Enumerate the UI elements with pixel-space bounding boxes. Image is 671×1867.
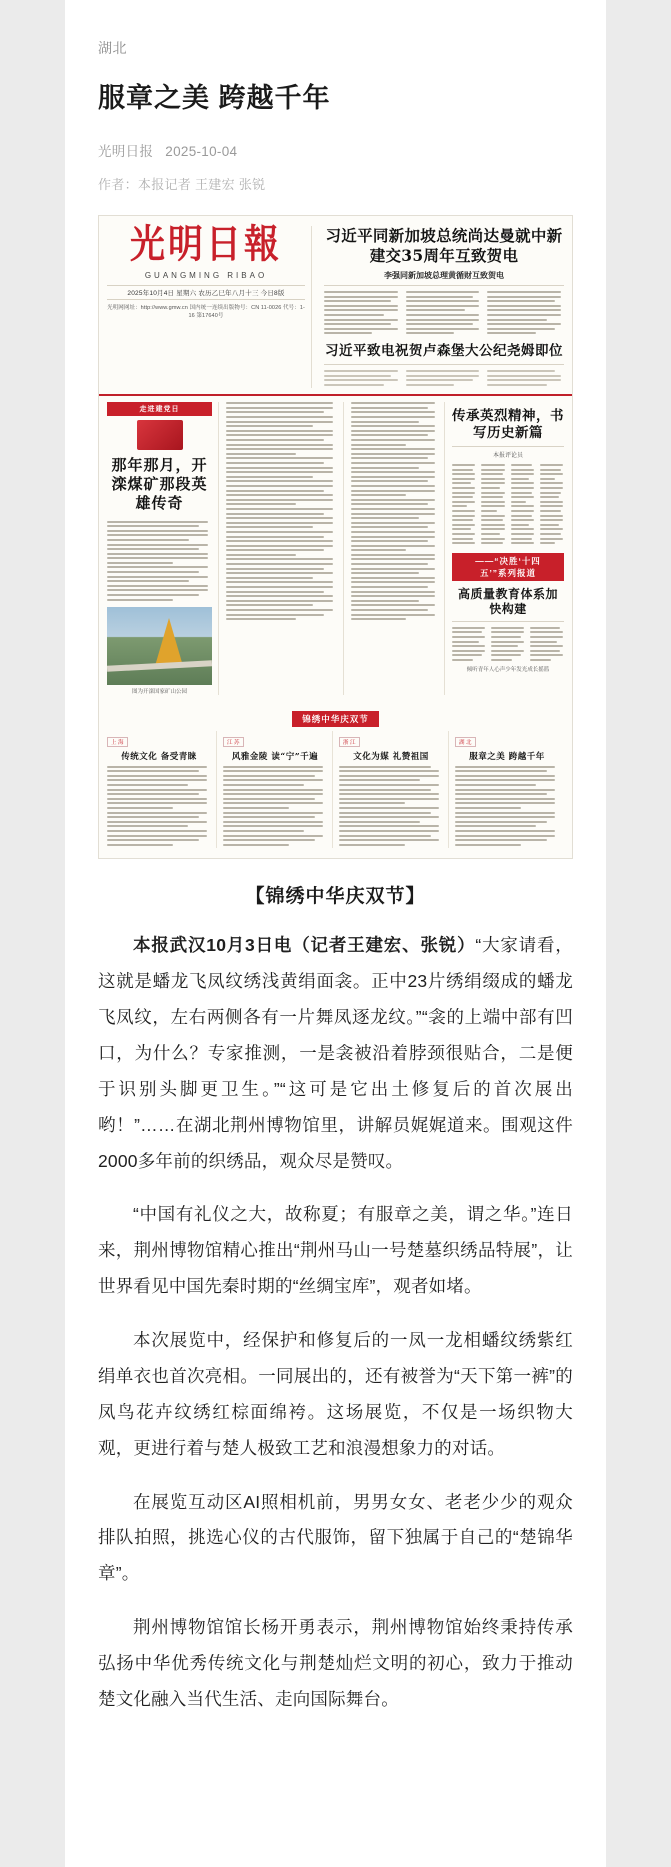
article-paragraph: 本次展览中，经保护和修复后的一凤一龙相蟠纹绣紫红绢单衣也首次亮相。一同展出的，还有被誉为“天下第一裤”的凤鸟花卉纹绣红棕面绵袴。这场展览，不仅是一场织物大观，更进行着与楚人极致工艺和浪漫想象力的对话。 [98,1330,573,1458]
left-column-text [107,521,212,601]
article-sheet [65,0,606,1867]
page-title: 服章之美 跨越千年 [98,83,331,113]
section-label: 【锦绣中华庆双节】 [245,886,426,908]
strip-item [107,731,217,849]
photo-caption: 图为开滦国家矿山公园 [131,688,187,695]
strip-item-head: 文化为媒 礼赞祖国 [353,751,429,762]
masthead-dateline: 2025年10月4日 星期六 农历乙巳年八月十三 今日8版 [107,285,305,300]
article-paragraph: 荆州博物馆馆长杨开勇表示，荆州博物馆始终秉持传承弘扬中华优秀传统文化与荆楚灿烂文明的初心，致力于推动楚文化融入当代生活、走向国际舞台。 [98,1617,573,1709]
strip-item [223,731,333,849]
article-paragraph: “中国有礼仪之大，故称夏；有服章之美，谓之华。”连日来，荆州博物馆精心推出“荆州马山一号楚墓织绣品特展”，让世界看见中国先秦时期的“丝绸宝库”，观者如堵。 [98,1204,573,1297]
third-subhead: 本报评论员 [492,453,523,460]
second-column [487,370,564,388]
masthead-title: 光明日報 [129,221,282,268]
article-paragraph [98,928,573,1179]
newspaper-column-3 [351,402,445,694]
fourth-column [491,627,525,664]
masthead-webline: 光明网网址：http://www.gmw.cn 国内统一连续出版物号：CN 11-0026 代号：1-16 第1764​0号 [107,304,305,319]
newspaper-bottom-strip [99,731,572,859]
strip-item-tag: 湖 北 [455,737,476,747]
lead-subhead: 李强同新加坡总理黄循财互致贺电 [324,270,564,286]
strip-item-tag: 江 苏 [223,737,244,747]
second-headline: 习近平致电祝贺卢森堡大公纪尧姆即位 [324,343,564,365]
third-column [511,464,535,547]
byline [98,140,573,160]
second-column [406,370,483,388]
banner-stamp-graphic [137,420,183,450]
fourth-column [530,627,564,664]
author-label: 作者：本报记者 王建宏 张锐 [98,177,266,193]
strip-banner-label: 锦绣中华庆双节 [292,711,379,727]
newspaper-top-band [99,216,572,396]
second-column [324,370,401,388]
third-column [540,464,564,547]
publish-date: 2025-10-04 [165,144,238,160]
lead-headline: 习近平同新加坡总统尚达曼就中新建交35周年互致贺电 [325,226,563,266]
lead-column [487,291,564,337]
lead-columns [324,291,564,337]
newspaper-front-page-image [98,215,573,859]
fourth-columns [452,627,564,664]
article-kicker: 湖北 [98,40,127,56]
newspaper-column-2 [226,402,344,694]
strip-item-tag: 上 海 [107,737,128,747]
strip-item [455,731,564,849]
fourth-subhead: ——“决胜‘十四五’”系列报道 [452,553,564,581]
third-columns [452,464,564,547]
mine-tower-graphic [155,618,183,666]
left-banner: 走进建党日 [107,402,212,416]
newspaper-masthead [107,221,312,388]
strip-item-head: 风雅金陵 读“宁”千遍 [231,751,319,762]
newspaper-left-column [107,402,219,694]
strip-item [339,731,449,849]
newspaper-lead-story [320,226,564,388]
dateline-lead: 本报武汉10月3日电（记者王建宏、张锐） [133,935,476,956]
lead-column [406,291,483,337]
fourth-kicker-banner [452,553,564,581]
masthead-pinyin: GUANGMING RIBAO [144,270,268,280]
newspaper-photo [107,607,212,685]
newspaper-main-body [99,396,572,702]
newspaper-right-section [452,402,564,694]
third-headline: 传承英烈精神，书写历史新篇 [452,408,564,447]
third-column [481,464,505,547]
strip-banner [99,709,572,727]
strip-item-head: 服章之美 跨越千年 [469,751,545,762]
source-label: 光明日报 [98,144,154,160]
second-columns [324,370,564,388]
strip-item-tag: 浙 江 [339,737,360,747]
fourth-column [452,627,486,664]
lead-column [324,291,401,337]
third-column [452,464,476,547]
fourth-headline: 高质量教育体系加快构建 [452,587,564,622]
strip-item-head: 传统文化 备受青睐 [121,751,197,762]
fourth-caption: 倾听青年人心声少年发光成长摇篮 [466,667,550,674]
paragraph-text: “大家请看，这就是蟠龙飞凤纹绣浅黄绢面衾。正中23片绣绢缀成的蟠龙飞凤纹，左右两侧各有一片舞凤逐龙纹。”“衾的上端中部有凹口，为什么？专家推测，一是衾被沿着脖颈很贴合，二是便于识别头脚更卫生。”“这可是它出土修复后的首次展出哟！”……在湖北荆州博物馆里，讲解员娓娓道来。围观这件2000多年前的织绣品，观众尽是赞叹。 [98,935,573,1171]
article-paragraph: 在展览互动区AI照相机前，男男女女、老老少少的观众排队拍照，挑选心仪的古代服饰，留下独属于自己的“楚锦华章”。 [98,1491,573,1584]
left-vertical-title: 那年那月，开滦煤矿那段英雄传奇 [111,456,208,512]
